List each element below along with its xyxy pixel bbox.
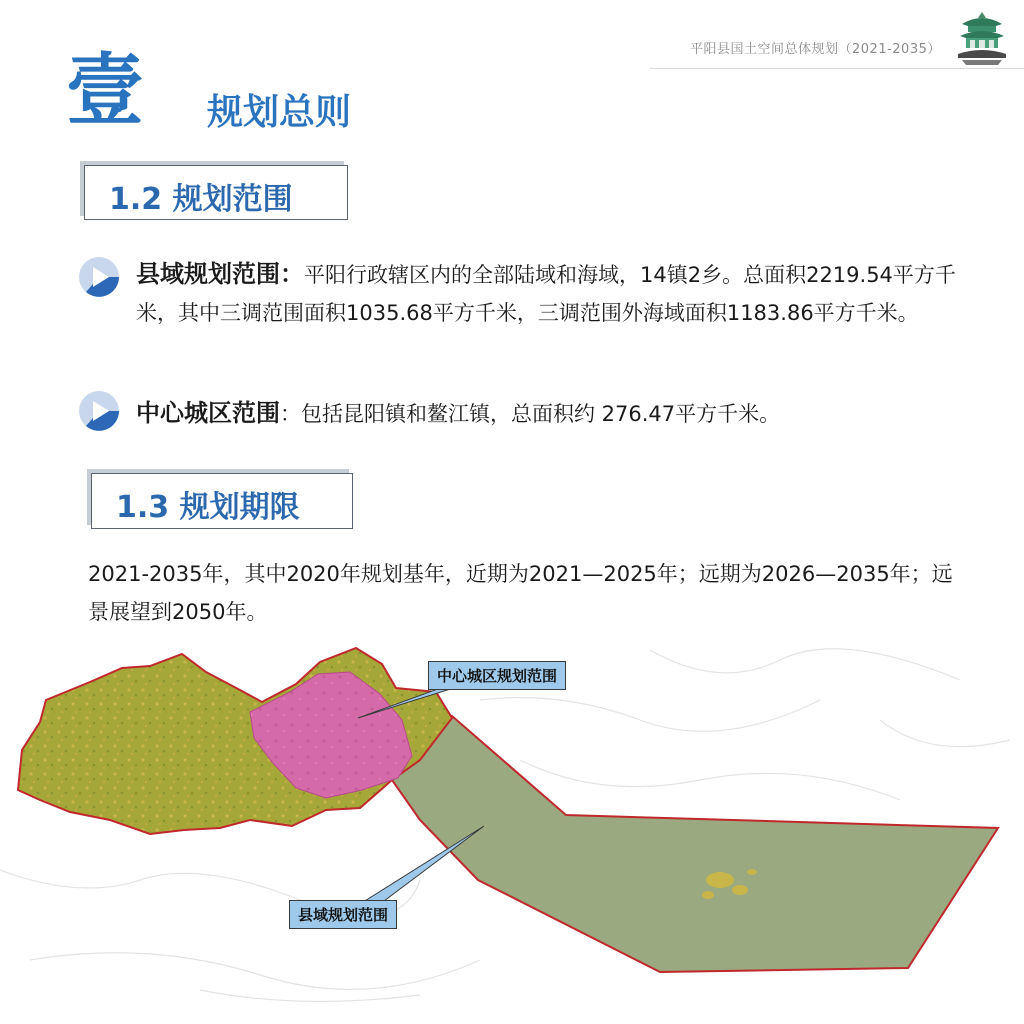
chapter-title: 规划总则 [207, 92, 352, 133]
pavilion-logo-icon [956, 10, 1008, 66]
chapter-number: 壹 [66, 46, 145, 136]
center-scope-label: 中心城区范围 [136, 399, 280, 427]
county-scope-paragraph [136, 255, 966, 332]
play-bullet-icon [78, 256, 120, 298]
section-heading-period [91, 473, 353, 529]
section-heading-text: 1.2 规划范围 [109, 182, 293, 217]
document-title: 平阳县国土空间总体规划（2021-2035） [690, 42, 941, 57]
play-bullet-icon [78, 390, 120, 432]
county-scope-text: 平阳行政辖区内的全部陆域和海域，14镇2乡。总面积2219.54平方千米，其中三调范围面积1035.68平方千米，三调范围外海域面积1183.86平方千米。 [136, 263, 956, 325]
planning-period-paragraph: 2021-2035年，其中2020年规划基年，近期为2021—2025年；远期为2026—2035年；远景展望到2050年。 [88, 562, 953, 624]
section-heading-text: 1.3 规划期限 [116, 490, 300, 525]
header-divider [650, 68, 1024, 69]
callout-central-urban: 中心城区规划范围 [428, 661, 566, 690]
center-scope-text: ：包括昆阳镇和鳌江镇，总面积约 276.47平方千米。 [280, 402, 781, 426]
county-sea-area [392, 716, 998, 972]
section-heading-scope [84, 165, 348, 220]
callout-county-scope: 县域规划范围 [289, 900, 397, 929]
county-scope-label: 县域规划范围： [136, 260, 304, 288]
center-scope-paragraph [136, 394, 966, 433]
